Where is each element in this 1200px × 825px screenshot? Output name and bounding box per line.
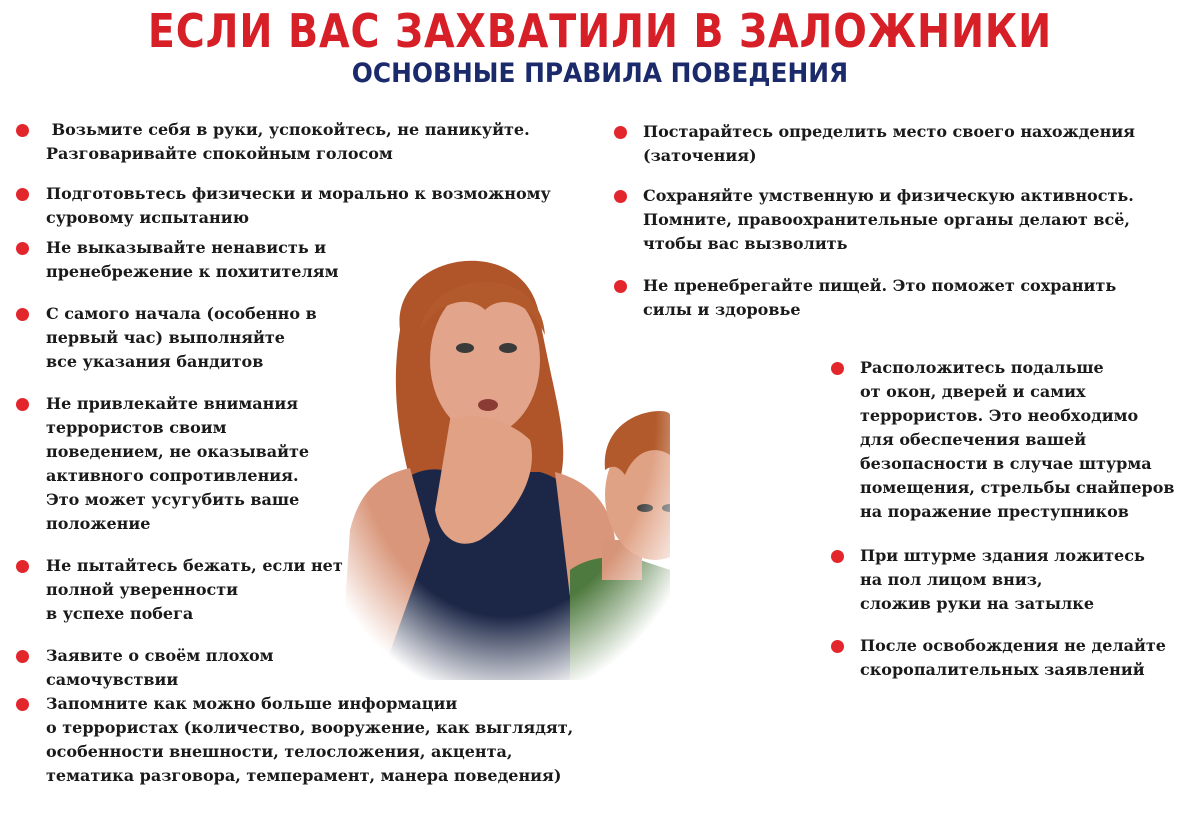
rule-item: Сохраняйте умственную и физическую активность. Помните, правоохранительные органы делают всё, чтобы вас вызволить — [643, 186, 1134, 253]
poster-title: ЕСЛИ ВАС ЗАХВАТИЛИ В ЗАЛОЖНИКИ — [147, 4, 1053, 58]
bullet-icon — [614, 190, 627, 203]
rule-item: Не пренебрегайте пищей. Это поможет сохранить силы и здоровье — [643, 276, 1117, 319]
bullet-icon — [16, 560, 29, 573]
bullet-icon — [614, 280, 627, 293]
rule-item: Заявите о своём плохом самочувствии — [46, 646, 274, 689]
bullet-icon — [831, 362, 844, 375]
rule-item: Не пытайтесь бежать, если нет полной уверенности в успехе побега — [46, 556, 343, 623]
poster-subtitle: ОСНОВНЫЕ ПРАВИЛА ПОВЕДЕНИЯ — [351, 58, 849, 89]
hostages-illustration — [340, 240, 670, 680]
bullet-icon — [831, 640, 844, 653]
rule-item: После освобождения не делайте скоропалительных заявлений — [860, 636, 1166, 679]
rule-item: Подготовьтесь физически и морально к возможному суровому испытанию — [46, 184, 551, 227]
rule-item: Запомните как можно больше информации о террористах (количество, вооружение, как выглядят, особенности внешности, телосложения, акцента, тематика разговора, темперамент, манера поведения) — [46, 694, 574, 785]
rule-item: При штурме здания ложитесь на пол лицом вниз, сложив руки на затылке — [860, 546, 1145, 613]
bullet-icon — [16, 308, 29, 321]
bullet-icon — [614, 126, 627, 139]
rule-item: Не привлекайте внимания террористов своим поведением, не оказывайте активного сопротивления. Это может усугубить ваше положение — [46, 394, 310, 533]
rule-item: Не выказывайте ненависть и пренебрежение к похитителям — [46, 238, 339, 281]
bullet-icon — [16, 242, 29, 255]
bullet-icon — [16, 188, 29, 201]
bullet-icon — [16, 650, 29, 663]
rule-item: Постарайтесь определить место своего нахождения (заточения) — [643, 122, 1135, 165]
bullet-icon — [16, 124, 29, 137]
bullet-icon — [831, 550, 844, 563]
rule-item: С самого начала (особенно в первый час) выполняйте все указания бандитов — [46, 304, 317, 371]
bullet-icon — [16, 398, 29, 411]
rule-item: Расположитесь подальше от окон, дверей и самих террористов. Это необходимо для обеспечения вашей безопасности в случае штурма помещения, стрельбы снайперов на поражение преступников — [860, 358, 1175, 521]
rule-item: Возьмите себя в руки, успокойтесь, не паникуйте. Разговаривайте спокойным голосом — [46, 120, 530, 163]
bullet-icon — [16, 698, 29, 711]
